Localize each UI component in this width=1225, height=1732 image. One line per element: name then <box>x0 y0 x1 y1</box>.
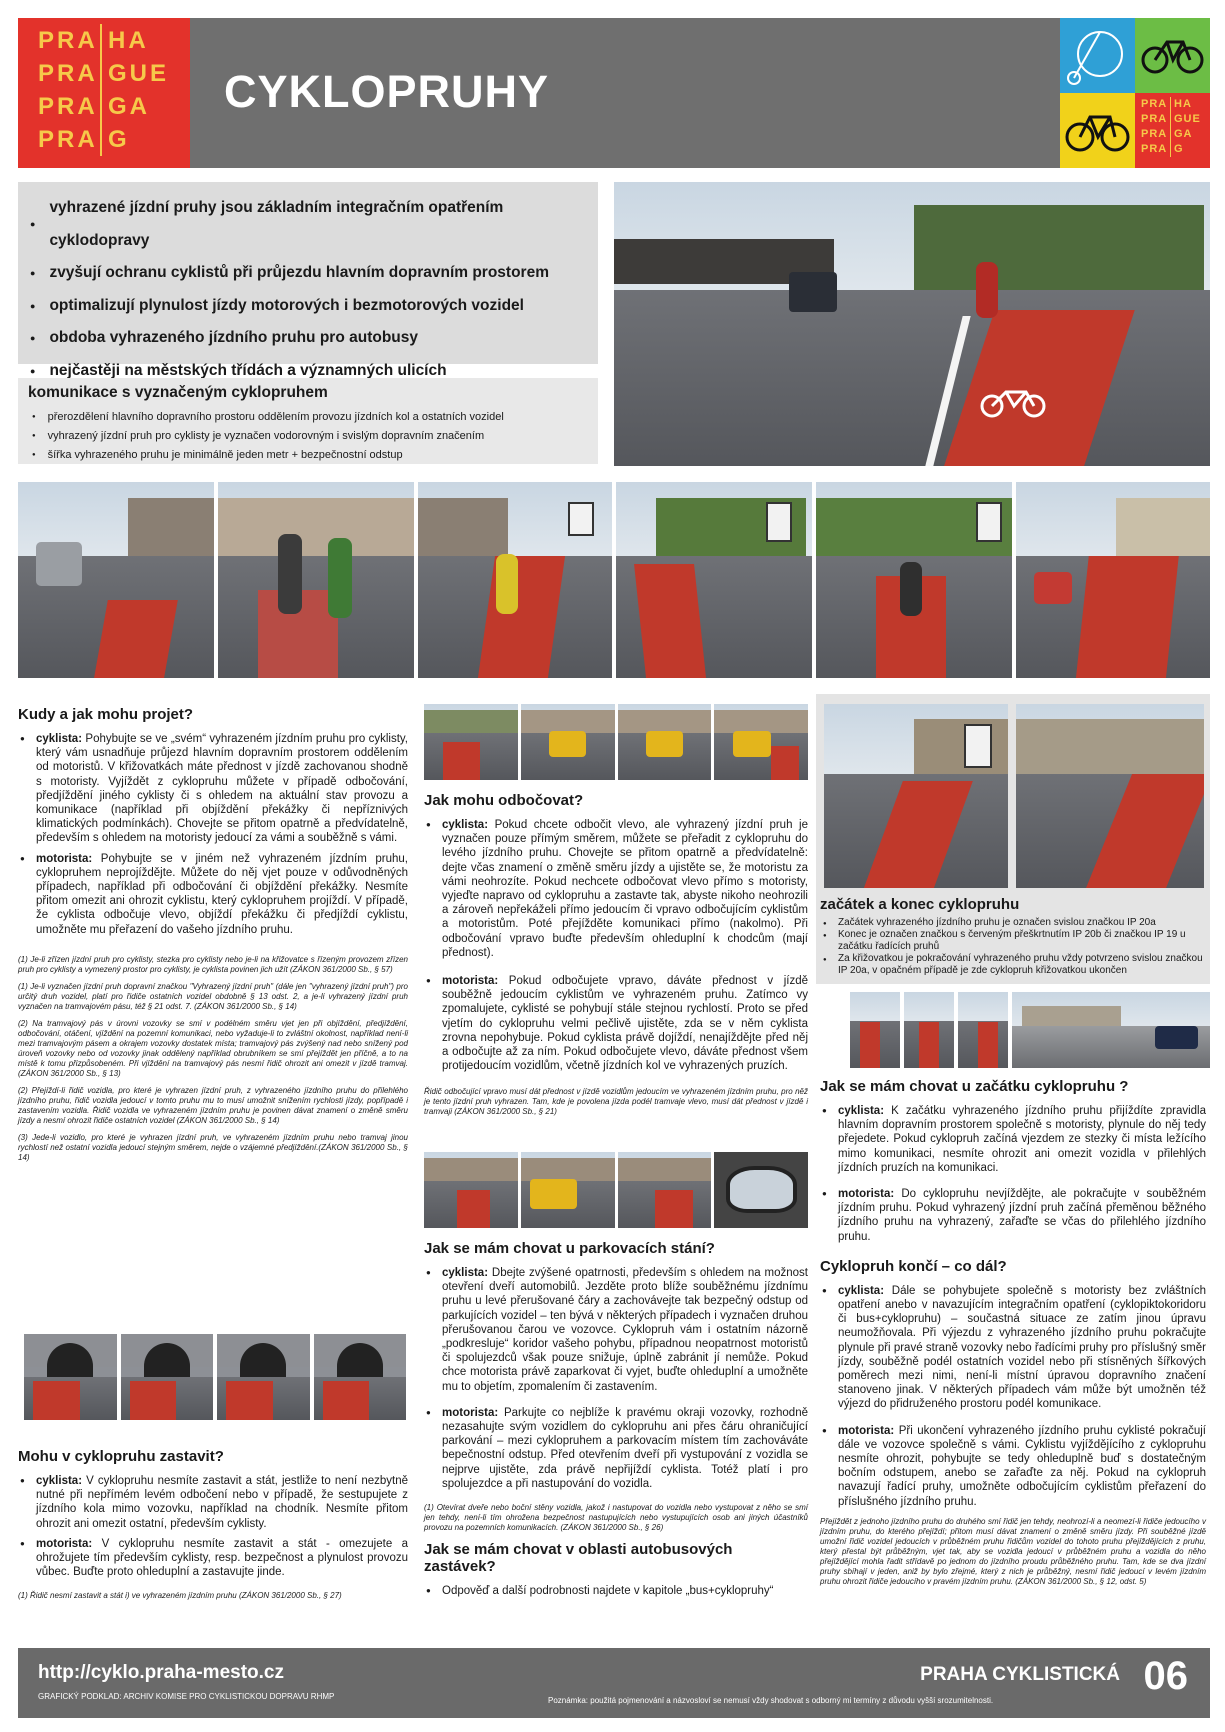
lane-sign-icon <box>964 724 992 768</box>
logo-left: PRA <box>1141 127 1171 142</box>
turn-photo-strip <box>424 704 808 780</box>
komunikace-item: ● vyhrazený jízdní pruh pro cyklisty je vyznačen vodorovným i svislým dopravním značením <box>28 427 588 446</box>
lane-photo <box>1016 482 1210 678</box>
cyklista-text: Pohybujte se ve „svém“ vyhrazeném jízdním pruhu pro cyklisty, který vám usnadňuje průjezd hlavním dopravním prostorem oddělením od motoristů. V křižovatkách máte přednost v jízdě zachovanou shodně s motoristy. Vyjíždět z cyklopruhu můžete v případě odbočování, předjíždění jiného cyklisty či s ohledem na aktuální stav provozu a komunikace (například při objíždění překážky či nepříznivých klimatických podmínkách). Chovejte se přitom opatrně a předvídatelně, především s ohledem na motoristy jedoucí za vámi a souběžně s vámi. <box>36 733 408 845</box>
intro-bullet: ● vyhrazené jízdní pruhy jsou základním integračním opatřením cyklodopravy <box>30 192 586 257</box>
footer-credit: GRAFICKÝ PODKLAD: ARCHIV KOMISE PRO CYKLISTICKOU DOPRAVU RHMP <box>38 1692 335 1701</box>
parking-photo <box>618 1152 712 1228</box>
logo-left: PRA <box>1141 142 1171 157</box>
lane-sign-icon <box>766 502 792 542</box>
start-end-item: ● Za křižovatkou je pokračování vyhrazeného pruhu vždy potvrzeno svislou značkou IP 20a, v opačném případě je zde cyklopruh křižovatkou ukončen <box>820 953 1206 977</box>
parking-section <box>424 1240 808 1604</box>
motorista-text: Do cyklopruhu nevjíždějte, ale pokračujte v souběžném jízdním pruhu. Pokud vyhrazený jízdní pruh začíná přeměnou běžného jízdního pruhu na vyhrazený, zařaďte se včas do přilehlého jízdního pruhu. <box>838 1188 1206 1243</box>
bike-lane <box>634 564 706 678</box>
bus-paragraph <box>424 1584 808 1598</box>
section-title: Kudy a jak mohu projet? <box>18 706 194 723</box>
begin-photo <box>904 992 954 1068</box>
page-title: CYKLOPRUHY <box>224 66 550 117</box>
building <box>128 498 214 565</box>
car <box>530 1179 577 1209</box>
intro-bullets <box>18 182 598 379</box>
lane-photo <box>218 482 414 678</box>
cyclist <box>496 554 518 614</box>
logo-row <box>1141 142 1210 157</box>
cyklista-label: cyklista: <box>442 1267 489 1279</box>
building <box>1116 498 1210 565</box>
car <box>1034 572 1072 604</box>
start-end-item: ● Konec je označen značkou s červeným přeškrtnutím IP 20b či značkou IP 19 u začátku řadících pruhů <box>820 929 1206 953</box>
sky <box>850 992 900 1021</box>
intro-bullet: ● optimalizují plynulost jízdy motorových i bezmotorových vozidel <box>30 290 586 323</box>
bicycle-icon <box>1060 93 1135 168</box>
komunikace-item: ● přerozdělení hlavního dopravního prostoru oddělením provozu jízdních kol a ostatních vozidel <box>28 408 588 427</box>
sky <box>904 992 954 1021</box>
motorista-paragraph <box>820 1424 1206 1509</box>
logo-row <box>38 123 190 156</box>
building <box>418 498 508 565</box>
motorista-paragraph <box>18 1537 408 1580</box>
law-note: (1) Je-li vyznačen jízdní pruh dopravní značkou "Vyhrazený jízdní pruh" (dále jen "vyhrazený jízdní pruh") pro určitý druh vozidel, platí pro řidiče ostatních vozidel obdobně § 13 odst. 2, a je-li vyhrazený jízdní pruh vyznačen na tramvajovém pásu, též § 21 odst. 7. (ZÁKON 361/2000 Sb., § 14) <box>18 981 408 1011</box>
begin-photo <box>958 992 1008 1068</box>
building <box>914 719 1008 782</box>
bike-lane <box>130 1381 176 1420</box>
turn-photo <box>618 704 712 780</box>
motorista-label: motorista: <box>838 1188 895 1201</box>
building <box>1016 719 1204 782</box>
begin-photo-strip <box>850 992 1210 1068</box>
motorista-text: Při ukončení vyhrazeného jízdního pruhu cyklisté pokračují dále ve vozovce společně s vámi. Cyklistu vyjíždějícího z cyklopruhu nesmíte ohrozit, pohybujte se tedy ohleduplně buď s dostatečným bočním odstupem, anebo se zařaďte za něj. Pokud na cyklopruh navazují řadící pruhy, umožněte odbočujícím cyklistům přeřazení do příslušného jízdního pruhu. <box>838 1424 1206 1508</box>
car <box>549 731 587 758</box>
turn-photo <box>424 704 518 780</box>
logo-left: PRA <box>38 90 102 123</box>
tunnel-photo <box>314 1334 407 1420</box>
bike-lane <box>978 1022 998 1068</box>
section-title: Jak mohu odbočovat? <box>424 792 584 809</box>
cyklista-paragraph <box>820 1104 1206 1175</box>
motorista-text: Parkujte co nejblíže k pravému okraji vozovky, rozhodně nezasahujte svým vozidlem do cyklopruhu ani přes čáru ohraničující parkování – mezi cyklopruhem a parkovacím místem tím zachováváte bepečnostní odstup. Před otevřením dveří při vystupování z vozidla se nejprve ujistěte, zda právě nepřijíždí cyklista. Totéž platí i pro spolujezdce a při nastupování do vozidla. <box>442 1406 808 1490</box>
logo-left: PRA <box>1141 97 1171 112</box>
cyklista-label: cyklista: <box>442 819 489 831</box>
logo-row <box>38 24 190 57</box>
law-note: (2) Přejíždí-li řidič vozidla, pro které je vyhrazen jízdní pruh, z vyhrazeného jízdního pruhu do přilehlého jízdního pruhu, řidič vozidla jedoucí v tomto pruhu mu to musí umožnit snížením rychlosti jízdy, popřípadě i zastavením vozidla. Řidič vozidla ve vyhrazeném jízdním pruhu je povinen dávat znamení o změně směru jízdy a nesmí ohrozit řidiče ostatních vozidel (ZÁKON 361/2000 Sb., § 14) <box>18 1085 408 1125</box>
logo-left: PRA <box>38 57 102 90</box>
bicycle-icon <box>1135 18 1210 93</box>
motorista-text: V cyklopruhu nesmíte zastavit a stát - omezujete a ohrožujete tím především cyklisty, resp. bezpečnost a plynulost provozu vůbec. Buďte proto ohleduplní a zastavujte jinde. <box>36 1537 408 1579</box>
bike-lane <box>1076 556 1179 678</box>
parking-photo-strip <box>424 1152 808 1228</box>
logo-right: HA <box>1174 98 1192 110</box>
section-title: Jak se mám chovat u začátku cyklopruhu ? <box>820 1078 1129 1095</box>
bike-lane <box>771 746 799 780</box>
cyklista-text: Pokud chcete odbočit vlevo, ale vyhrazený jízdní pruh je vyznačen pouze přímým směrem, můžete se přeřadit z cyklopruhu do levého jízdního pruhu. Chovejte se přitom opatrně a předvídatelně: dejte včas znamení o změně směru jízdy a ujistěte se, že motoristu za vámi neohrozíte. Pokud nechcete odbočovat vlevo přímo s motoristy, vyjeďte napravo od cyklopruhu a zastavte tak, abyste nikoho neohrozili a zároveň nepřekáželi přímo jedoucím či vpravo odbočujícím cyklistům a motoristům. Poté přejížděte komunikaci přímo (nakolmo). Při odbočování vpravo buďte především ohleduplní k chodcům (mají přednost). <box>442 819 808 959</box>
lane-photo <box>816 482 1012 678</box>
car <box>789 272 837 312</box>
lane-sign-icon <box>568 502 594 536</box>
parking-photo <box>424 1152 518 1228</box>
building <box>1022 1006 1121 1029</box>
bike-lane <box>655 1190 693 1228</box>
cyklista-text: Dbejte zvýšené opatrnosti, především s ohledem na možnost otevření dveří automobilů. Jezděte proto blíže souběžnému jízdnímu pruhu u levé přerušované čáry a zachovávejte tak bezpečný odstup od parkujících vozidel – ten bývá v některých případech i vyznačen druhou přerušovanou čarou ve vozovce. Cyklopruh vám i ostatním názorně „podkresluje“ koridor vašeho pohybu, případnou neopatrnost motoristů či spolujezdců však pouze snižuje, úplně zabránit jí nemůže. Pokud chce motorista právě zaparkovat či vyjet, buďte ohleduplní a umožněte mu to objetím, zpomalením či zastavením. <box>442 1267 808 1393</box>
header <box>18 18 1210 168</box>
cyclist <box>328 538 352 618</box>
cyklista-label: cyklista: <box>36 1475 83 1487</box>
praha-mini-logo <box>1135 93 1210 168</box>
parking-photo <box>521 1152 615 1228</box>
komunikace-item: ● šířka vyhrazeného pruhu je minimálně jeden metr + bezpečnostní odstup <box>28 446 588 465</box>
logo-right: GA <box>1174 128 1193 140</box>
car <box>646 731 684 758</box>
cyklista-paragraph <box>820 1284 1206 1412</box>
section-title: Jak se mám chovat v oblasti autobusových zastávek? <box>424 1541 733 1576</box>
penny-farthing-icon <box>1060 18 1135 93</box>
praha-logo <box>18 18 190 168</box>
law-note: Řidič odbočující vpravo musí dát přednost v jízdě vozidlům jedoucím ve vyhrazeném jízdním pruhu, pro něž je tento jízdní pruh vyhrazen. Tam, kde je povolena jízda podél tramvaje vlevo, musí dát přednost v jízdě i tramvaji (ZÁKON 361/2000 Sb., § 21) <box>424 1087 808 1117</box>
intro-bullet: ● zvyšují ochranu cyklistů při průjezdu hlavním dopravním prostorem <box>30 257 586 290</box>
logo-row <box>1141 112 1210 127</box>
logo-row <box>38 57 190 90</box>
cyklista-label: cyklista: <box>838 1284 885 1297</box>
turn-photo <box>521 704 615 780</box>
cyclist <box>278 534 302 614</box>
cyklista-text: V cyklopruhu nesmíte zastavit a stát, jestliže to není nezbytně nutné při nepřímém levém odbočení nebo v případě, že sestupujete z jízdního kola mimo vozovku, například na chodník. Nesmíte přitom ohrozit ani omezit ostatní, především cyklisty. <box>36 1475 408 1530</box>
cyklista-label: cyklista: <box>838 1105 885 1117</box>
bike-lane <box>443 742 481 780</box>
bike-lane <box>94 600 178 678</box>
komunikace-title: komunikace s vyznačeným cyklopruhem <box>28 384 328 401</box>
motorista-label: motorista: <box>442 975 499 988</box>
motorista-paragraph <box>820 1187 1206 1244</box>
bike-lane <box>919 1022 939 1068</box>
motorista-label: motorista: <box>36 1537 93 1550</box>
bike-lane <box>860 1022 880 1068</box>
logo-row <box>38 90 190 123</box>
cyklista-paragraph <box>424 818 808 960</box>
logo-left: PRA <box>1141 112 1171 127</box>
section-title: Cyklopruh končí – co dál? <box>820 1257 1007 1275</box>
intro-bullet: ● obdoba vyhrazeného jízdního pruhu pro autobusy <box>30 322 586 355</box>
cyklista-label: cyklista: <box>36 733 83 745</box>
law-note: (3) Jede-li vozidlo, pro které je vyhrazen jízdní pruh, ve vyhrazeném jízdním pruhu nebo tramvaj jinou rychlostí než ostatní vozidla jedoucí stejným směrem, nejde o vzájemné předjíždění.(ZÁKON 361/2000 Sb., § 14) <box>18 1132 408 1162</box>
begin-section <box>820 1078 1206 1594</box>
footer-note: Poznámka: použitá pojmenování a názvosloví se nemusí vždy shodovat s odborný mi termíny z důvodu vyšší srozumitelnosti. <box>548 1696 994 1705</box>
mirror <box>726 1166 797 1213</box>
turn-section <box>424 792 808 1124</box>
bridge-photo <box>1012 992 1210 1068</box>
tunnel-photo <box>217 1334 310 1420</box>
law-note: Přejíždět z jednoho jízdního pruhu do druhého smí řidič jen tehdy, neohrozí-li a neomezí-li řidiče jedoucího v jízdním pruhu, do kterého přejíždí; přitom musí dávat znamení o změně směru jízdy. Při souběžné jízdě umožní řidič vozidel jedoucích v průběžném pruhu řidičům vozidel do tohoto pruhu přejíždějících z pruhu, který přestal být průběžným, vjet tak, aby se vozidla jedoucí v průběžném pruhu a vozidla do něho přejíždějící mohla řadit střídavě po jednom do jízdního proudu průběžného pruhu. Tam, kde se dva jízdní pruhy sbíhají v jeden, aniž by bylo zřejmé, který z nich je průběžný, nesmí řidič jedoucí v levém jízdním pruhu ohrozit řidiče jedoucího v pravém jízdním pruhu. (ZÁKON 361/2000 Sb., § 12, odst. 5) <box>820 1516 1206 1586</box>
lane-sign-icon <box>976 502 1002 542</box>
logo-row <box>1141 127 1210 142</box>
start-end-section <box>820 896 1206 977</box>
logo-left: PRA <box>38 123 102 156</box>
left-column <box>18 706 408 1170</box>
section-title: Jak se mám chovat u parkovacích stání? <box>424 1240 715 1257</box>
website-link[interactable]: http://cyklo.praha-mesto.cz <box>38 1662 284 1683</box>
section-title: začátek a konec cyklopruhu <box>820 896 1020 913</box>
motorista-text: Pohybujte se v jiném než vyhrazeném jízdním pruhu, cyklopruhem neprojíždějte. Můžete do něj vjet pouze v odůvodněných případech, například při odbočování či objíždění překážky. Nesmíte přitom omezit ani ohrozit cyklistu, který cyklopruhem projíždí. V případě, že cyklista odbočuje vlevo, objíždí překážku či předjíždí cyklistu, umožněte mu přeřazení do vašeho jízdního pruhu. <box>36 852 408 936</box>
cyclist <box>976 262 998 318</box>
logo-left: PRA <box>38 24 102 57</box>
bike-lane <box>33 1381 79 1420</box>
section-title: Mohu v cyklopruhu zastavit? <box>18 1448 224 1465</box>
motorista-paragraph <box>18 852 408 937</box>
start-end-item: ● Začátek vyhrazeného jízdního pruhu je označen svislou značkou IP 20a <box>820 917 1206 929</box>
building <box>218 498 414 565</box>
cyklista-paragraph <box>18 1474 408 1531</box>
car <box>36 542 82 586</box>
sky <box>958 992 1008 1021</box>
komunikace-box <box>18 378 598 464</box>
footer <box>18 1648 1210 1718</box>
start-photo <box>824 704 1008 888</box>
cyklista-text: Dále se pohybujete společně s motoristy bez zvláštních opatření anebo v navazujícím integračním opatření (cyklopiktokoridoru či bus+cyklopruhu) – součastná situace ze zatím jinou úpravu neumožňovala. Při výjezdu z vyhrazeného jízdního pruhu pokračujte plynule při pravé straně vozovky nebo řadícími pruhy pro příslušný směr jízdy, souběžně podél ostatních vozidel nebo při stísněných šířkových poměrech mezi nimi, není-li místní úpravou dopravního značení stanoveno jinak. V některých případech vám může být umožněn též výjezd do přidruženého prostoru podél komunikace. <box>838 1284 1206 1411</box>
cyclist <box>900 562 922 616</box>
bicycle-symbol-icon <box>974 382 1054 422</box>
law-note: (2) Na tramvajový pás v úrovni vozovky se smí v podélném směru vjet jen při objíždění, předjíždění, odbočování, otáčení, vjíždění na pozemní komunikaci, nebo vyžaduje-li to zvláštní okolnost, například není-li mezi tramvajovým pásem a okrajem vozovky dostatek místa; tramvajový pás zvýšený nad nebo snížený pod úroveň vozovky nebo od vozovky jinak oddělený například obrubníkem se smí přejíždět jen příčně, a to na místě k tomu přizpůsobeném. Při vjíždění na tramvajový pás nesmí řidič ohrozit ani omezit v jízdě tramvaj. (ZÁKON 361/2000 Sb., § 13) <box>18 1018 408 1078</box>
lane-photo <box>18 482 214 678</box>
motorista-label: motorista: <box>442 1406 499 1419</box>
cyklista-text: K začátku vyhrazeného jízdního pruhu přijíždíte zpravidla hlavním dopravním prostorem společně s motoristy, plynule do něj tedy přejedete. Pokud cyklopruh začíná vjezdem ze stezky či místa ležícího mimo komunikaci, nesmíte ohrozit ani omezit vozidla v přilehlých jízdních pruzích na komunikaci. <box>838 1105 1206 1174</box>
law-note: (1) Řidič nesmí zastavit a stát i) ve vyhrazeném jízdním pruhu (ZÁKON 361/2000 Sb., § 27) <box>18 1591 342 1601</box>
footer-brand: PRAHA CYKLISTICKÁ <box>920 1664 1120 1685</box>
hero-photo <box>614 182 1210 466</box>
car <box>733 731 771 758</box>
tunnel-photo <box>121 1334 214 1420</box>
page-number: 06 <box>1143 1654 1188 1698</box>
law-note: (1) Otevírat dveře nebo boční stěny vozidla, jakož i nastupovat do vozidla nebo vystupovat z něho se smí jen tehdy, není-li tím ohrožena bezpečnost nastupujících nebo vystupujících osob ani jiných účastníků provozu na pozemních komunikacích. (ZÁKON 361/2000 Sb., § 26) <box>424 1503 808 1533</box>
cyklista-paragraph <box>18 732 408 846</box>
turn-photo <box>714 704 808 780</box>
motorista-paragraph <box>424 1406 808 1491</box>
motorista-label: motorista: <box>36 852 93 865</box>
motorista-label: motorista: <box>838 1424 895 1437</box>
lane-photo <box>616 482 812 678</box>
motorista-paragraph <box>424 974 808 1073</box>
stop-photo-strip <box>24 1334 406 1420</box>
logo-right: GUE <box>108 60 170 87</box>
logo-right: G <box>108 126 130 153</box>
begin-photo <box>850 992 900 1068</box>
end-photo <box>1016 704 1204 888</box>
bus-text: Odpověď a další podrobnosti najdete v kapitole „bus+cyklopruhy“ <box>442 1585 774 1598</box>
motorista-text: Pokud odbočujete vpravo, dáváte přednost v jízdě souběžně jedoucím cyklistům ve vyhrazeném pruhu. Zatímco vy zpomalujete, cyklisté se pohybují stále stejnou rychlostí. Proto se před vjetím do cyklopruhu velmi pečlivě ujistěte, zda se v něm cyklista zrovna nepohybuje. Pokud cyklista právě dojíždí, nenajíždějte před něj a odbočujte až za ním. Pokud odbočujete vlevo, dáváte přednost všem protijedoucím vozidlům, včetně jízdních kol ve vyhrazených pruzích. <box>442 975 808 1073</box>
logo-right: G <box>1174 143 1184 155</box>
logo-right: HA <box>108 27 149 54</box>
stop-section <box>18 1448 408 1608</box>
bike-lane <box>457 1190 490 1228</box>
tunnel-photo <box>24 1334 117 1420</box>
logo-row <box>1141 97 1210 112</box>
logo-right: GA <box>108 93 150 120</box>
law-note: (1) Je-li zřízen jízdní pruh pro cyklisty, stezka pro cyklisty nebo je-li na křižovatce s řízeným provozem zřízen pruh pro cyklisty a vymezený prostor pro cyklisty, je cyklista povinen jich užít (ZÁKON 361/2000 Sb., § 57) <box>18 954 408 974</box>
bike-lane <box>226 1381 272 1420</box>
logo-right: GUE <box>1174 113 1201 125</box>
car <box>1155 1026 1199 1049</box>
intro-bullet: ● nejčastěji na městských třídách a významných ulicích <box>30 355 586 388</box>
cyklista-paragraph <box>424 1266 808 1394</box>
trees <box>914 205 1204 302</box>
bike-lane <box>323 1381 369 1420</box>
bicycle-art <box>1060 18 1210 168</box>
mirror-photo <box>714 1152 808 1228</box>
lane-photo <box>418 482 612 678</box>
